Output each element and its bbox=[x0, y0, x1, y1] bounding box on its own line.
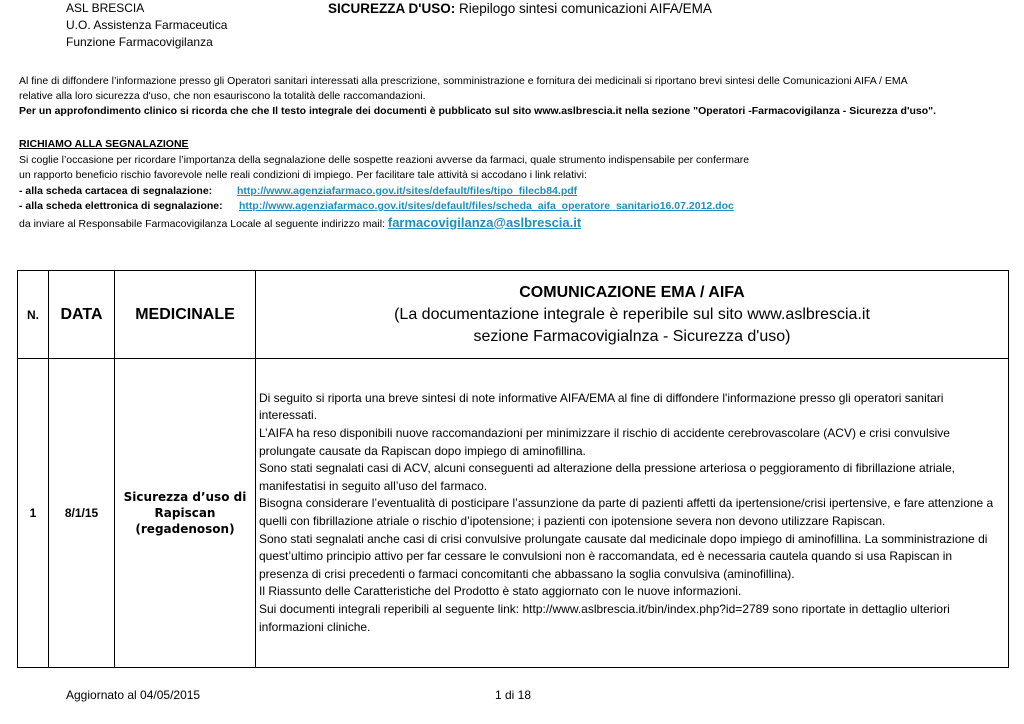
richiamo-heading: RICHIAMO ALLA SEGNALAZIONE bbox=[19, 138, 189, 150]
row-data: 8/1/15 bbox=[49, 359, 115, 668]
com-paragraph: Bisogna considerare l’eventualità di posticipare l’assunzione da parte di pazienti affetti da ipertensione/crisi ipertensive, e fare attenzione a quelli con fibrillazione atriale o rischio d’ipotensione; i pazienti con ipotensione severa non devono utilizzare Rapiscan. bbox=[259, 496, 994, 528]
richiamo-block bbox=[19, 137, 1009, 232]
header-n: N. bbox=[18, 271, 49, 359]
table-header-row bbox=[18, 271, 1009, 359]
table-row bbox=[18, 359, 1009, 668]
richiamo-line-1: Si coglie l’occasione per ricordare l’importanza della segnalazione delle sospette reazioni avverse da farmaci, quale strumento indispensabile per confermare bbox=[19, 153, 750, 166]
header-com-line-3: sezione Farmacovigialnza - Sicurezza d'uso) bbox=[473, 327, 791, 345]
intro-line-2: relative alla loro sicurezza d'uso, che non esauriscono la totalità delle raccomandazioni. bbox=[19, 90, 426, 102]
org-function: Funzione Farmacovigilanza bbox=[66, 35, 213, 49]
com-paragraph: Sono stati segnalati anche casi di crisi convulsive prolungate causate dal medicinale dopo impiego di aminofillina. La somministrazione di quest’ultimo principio attivo per far cessare le convulsioni non è raccomandata, ed è necessaria cautela quando si usa Rapiscan in presenza di crisi precedenti o farmaci concomitanti che abbassano la soglia convulsiva (aminofillina). bbox=[259, 531, 988, 581]
page-title bbox=[328, 0, 712, 18]
header-medicinale: MEDICINALE bbox=[115, 271, 256, 359]
com-paragraph: L’AIFA ha reso disponibili nuove raccomandazioni per minimizzare il rischio di accidente cerebrovascolare (ACV) e crisi convulsive prolungate causate da Rapiscan dopo impiego di aminofillina. bbox=[259, 426, 950, 458]
footer-page-number: 1 di 18 bbox=[495, 688, 532, 702]
elettronica-label: - alla scheda elettronica di segnalazione: bbox=[19, 200, 223, 212]
com-paragraph: Sui documenti integrali reperibili al seguente link: http://www.aslbrescia.it/bin/index.php?id=2789 sono riportate in dettaglio ulteriori informazioni cliniche. bbox=[259, 601, 950, 634]
mail-text: da inviare al Responsabile Farmacovigilanza Locale al seguente indirizzo mail: bbox=[19, 217, 385, 230]
com-paragraph: Sono stati segnalati casi di ACV, alcuni conseguenti ad alterazione della pressione arteriosa o peggioramento di fibrillazione atriale, manifestatisi in seguito all’uso del farmaco. bbox=[259, 461, 955, 493]
row-comunicazione bbox=[256, 359, 1009, 668]
org-block bbox=[66, 0, 227, 51]
elettronica-row bbox=[19, 199, 1009, 215]
cartacea-link[interactable]: http://www.agenziafarmaco.gov.it/sites/default/files/tipo_filecb84.pdf bbox=[237, 184, 578, 197]
page-title-rest: Riepilogo sintesi comunicazioni AIFA/EMA bbox=[455, 1, 712, 16]
cartacea-row bbox=[19, 184, 1009, 200]
footer-updated: Aggiornato al 04/05/2015 bbox=[66, 688, 201, 702]
richiamo-line-2: un rapporto beneficio rischio favorevole nelle reali condizioni di impiego. Per facilitare tale attività si accodano i link relativi: bbox=[19, 169, 587, 181]
row-n: 1 bbox=[18, 359, 49, 668]
intro-line-1: Al fine di diffondere l’informazione presso gli Operatori sanitari interessati alla prescrizione, somministrazione e fornitura dei medicinali si riportano brevi sintesi delle Comunicazioni AIFA / EMA bbox=[19, 75, 908, 87]
intro-line-3: Per un approfondimento clinico si ricorda che che Il testo integrale dei documenti è pubblicato sul sito www.aslbrescia.it nella sezione "Operatori -Farmacovigilanza - Sicurezza d'uso". bbox=[19, 105, 937, 117]
header-comunicazione bbox=[256, 271, 1009, 359]
page-title-bold: SICUREZZA D'USO: bbox=[328, 1, 456, 16]
org-unit: U.O. Assistenza Farmaceutica bbox=[66, 18, 228, 32]
header-com-line-2: (La documentazione integrale è reperibile sul sito www.aslbrescia.it bbox=[394, 305, 870, 323]
medicinale-line-1: Sicurezza d’uso di bbox=[123, 490, 247, 504]
medicinale-line-2: Rapiscan bbox=[154, 506, 216, 520]
elettronica-link[interactable]: http://www.agenziafarmaco.gov.it/sites/default/files/scheda_aifa_operatore_sanitario16.07.2012.doc bbox=[239, 200, 734, 212]
mail-link[interactable]: farmacovigilanza@aslbrescia.it bbox=[387, 214, 582, 230]
communications-table bbox=[17, 270, 1009, 668]
cartacea-label: - alla scheda cartacea di segnalazione: bbox=[19, 184, 213, 197]
com-paragraph: Il Riassunto delle Caratteristiche del Prodotto è stato aggiornato con le nuove informazioni. bbox=[259, 584, 742, 599]
com-paragraph: Di seguito si riporta una breve sintesi di note informative AIFA/EMA al fine di diffondere l'informazione presso gli operatori sanitari interessati. bbox=[259, 390, 944, 423]
row-medicinale bbox=[115, 359, 256, 668]
medicinale-line-3: (regadenoson) bbox=[135, 522, 235, 536]
intro-block bbox=[19, 74, 1009, 119]
header-data: DATA bbox=[49, 271, 115, 359]
mail-row bbox=[19, 215, 1009, 233]
header-com-line-1: COMUNICAZIONE EMA / AIFA bbox=[519, 283, 745, 301]
org-name: ASL BRESCIA bbox=[66, 1, 145, 15]
